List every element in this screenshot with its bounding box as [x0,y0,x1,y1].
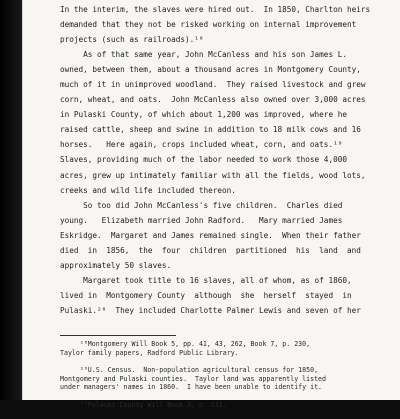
paragraph-1 [60,2,378,47]
footnote-line: ¹⁹U.S. Census. Non-population agricultural census for 1850, [60,366,319,375]
footnote-19 [60,366,378,392]
text-line: owned, between them, about a thousand acres in Montgomery County, [60,65,361,75]
text-line: young. Elizabeth married John Radford. Mary married James [60,215,343,225]
body-text [60,2,378,318]
text-line: Eskridge. Margaret and James remained single. When their father [60,230,361,240]
paragraph-3 [60,198,378,273]
text-line: As of that same year, John McCanless and his son James L. [60,50,347,60]
text-line: Slaves, providing much of the labor needed to work those 4,000 [60,155,347,165]
text-line: creeks and wild life included thereon. [60,185,236,195]
scan-edge-shadow [0,0,22,400]
footnote-separator [60,335,176,336]
text-line: raised cattle, sheep and swine in addition to 18 milk cows and 16 [60,125,361,135]
footnote-18 [60,340,378,357]
footnote-line: under managers' names in 1860. I have been unable to identify it. [60,383,323,392]
footnote-line: Taylor family papers, Radford Public Library. [60,348,239,357]
footnote-line: ²⁰Pulaski County Will Book 3, p. 111. [60,400,227,409]
text-line: demanded that they not be risked working on internal improvement [60,20,357,30]
text-line: in Pulaski County, of which about 1,200 was improved, where he [60,110,347,120]
text-line: Pulaski.²⁰ They included Charlotte Palmer Lewis and seven of her [60,305,361,315]
text-line: horses. Here again, crops included wheat, corn, and oats.¹⁹ [60,140,343,150]
text-line: In the interim, the slaves were hired out. In 1850, Charlton heirs [60,5,371,14]
text-line: Margaret took title to 16 slaves, all of whom, as of 1860, [60,275,352,285]
text-line: projects (such as railroads).¹⁸ [60,35,204,45]
text-line: much of it in unimproved woodland. They raised livestock and grew [60,80,366,90]
text-line: lived in Montgomery County although she herself stayed in [60,290,352,300]
paragraph-4 [60,273,378,318]
document-page [22,0,400,409]
footnote-20 [60,401,378,410]
footnote-line: ¹⁸Montgomery Will Book 5, pp. 41, 43, 262, Book 7, p. 230, [60,340,311,348]
text-line: So too did John McCanless's five children. Charles died [60,200,343,210]
footnote-line: Montgomery and Pulaski counties. Taylor land was apparently listed [60,374,326,383]
paragraph-2 [60,47,378,197]
text-line: approximately 50 slaves. [60,260,172,270]
text-line: died in 1856, the four children partitioned his land and [60,245,361,255]
text-line: acres, grew up intimately familiar with all the fields, wood lots, [60,170,366,180]
text-line: corn, wheat, and oats. John McCanless also owned over 3,000 acres [60,95,366,105]
footnotes [60,340,378,419]
